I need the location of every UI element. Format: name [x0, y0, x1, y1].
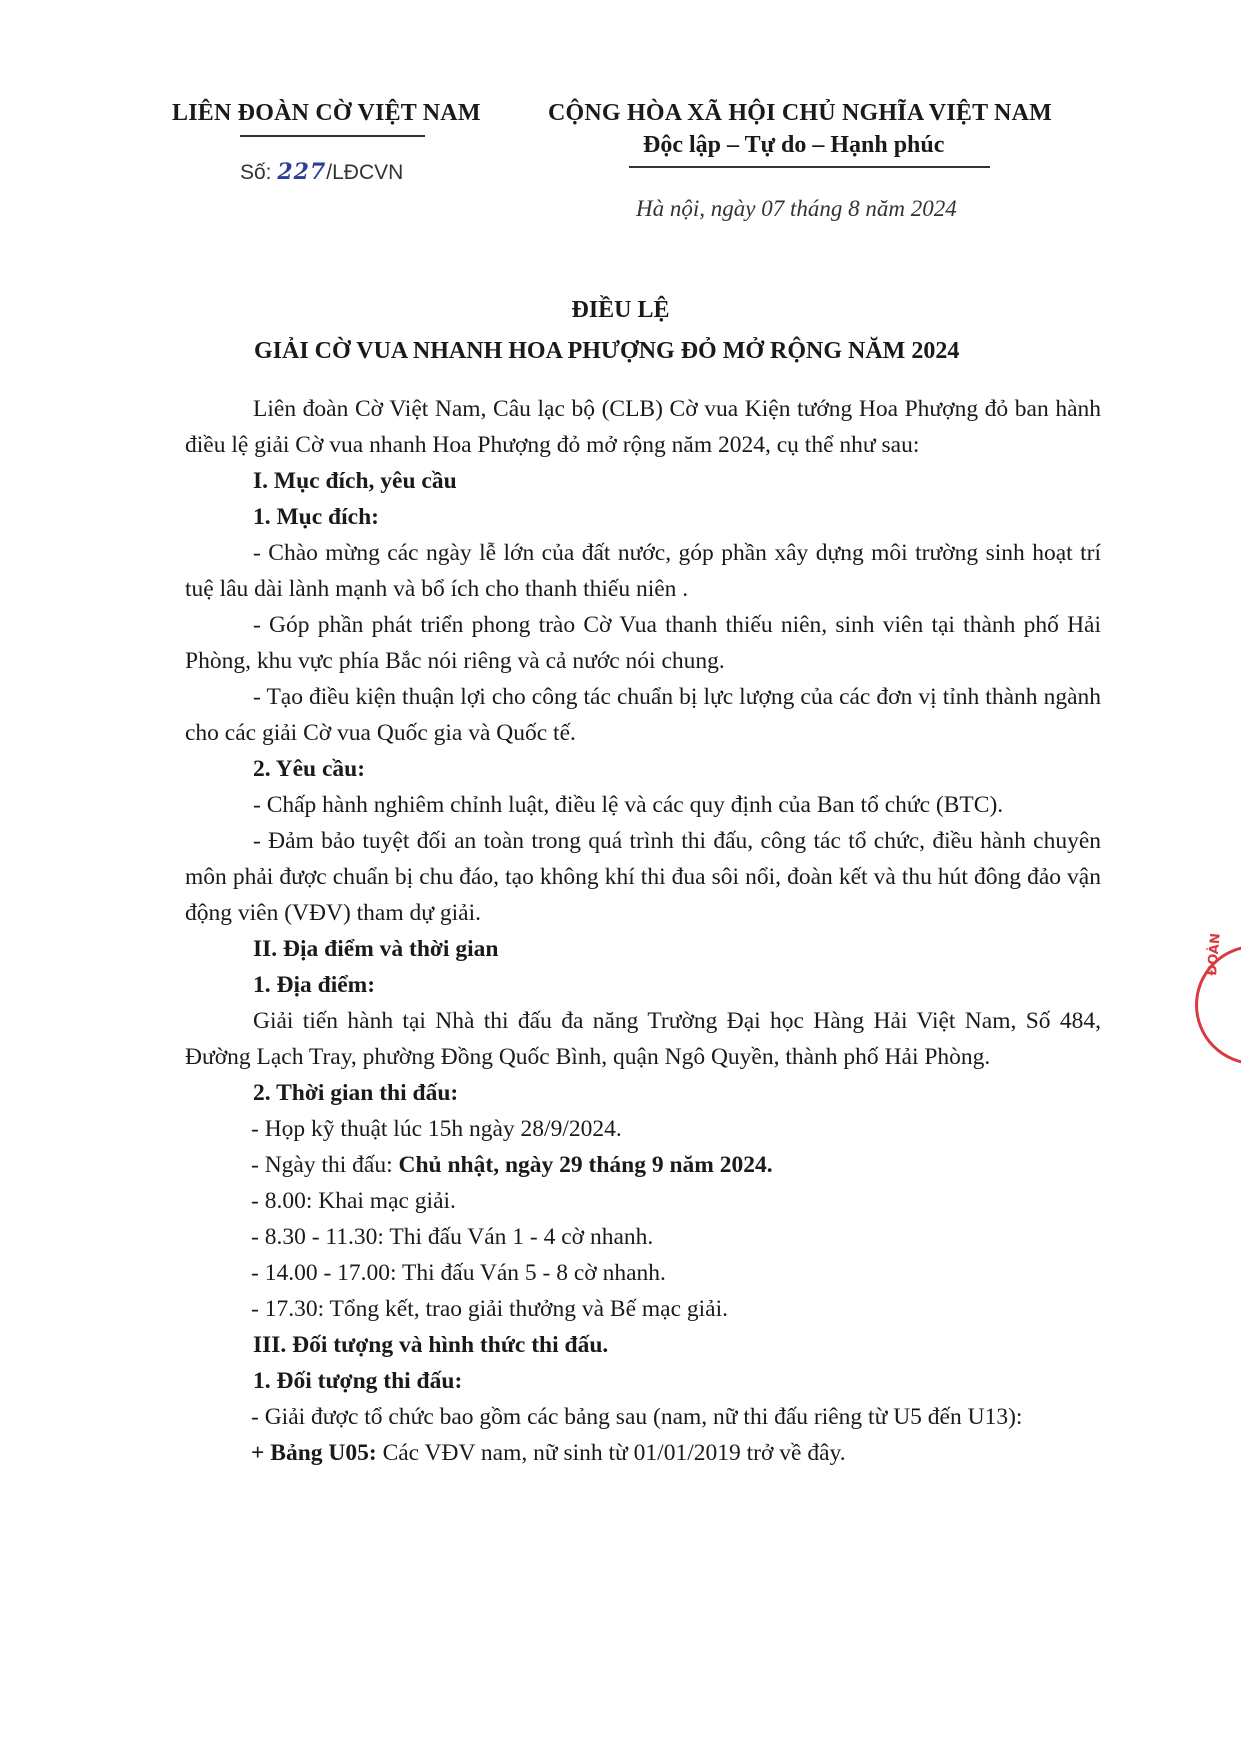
purpose-item: - Tạo điều kiện thuận lợi cho công tác chuẩn bị lực lượng của các đơn vị tỉnh thành ngành cho các giải Cờ vua Quốc gia và Quốc tế.	[185, 684, 1101, 746]
group-u05	[185, 1435, 1101, 1471]
document-number-prefix: Số:	[240, 161, 278, 184]
schedule-item: - 17.30: Tổng kết, trao giải thưởng và Bế mạc giải.	[251, 1296, 728, 1322]
document-number-handwritten: 227	[277, 159, 327, 185]
schedule-item: - 14.00 - 17.00: Thi đấu Ván 5 - 8 cờ nhanh.	[251, 1260, 666, 1286]
intro-paragraph: Liên đoàn Cờ Việt Nam, Câu lạc bộ (CLB) Cờ vua Kiện tướng Hoa Phượng đỏ ban hành điều lệ giải Cờ vua nhanh Hoa Phượng đỏ mở rộng năm 2024, cụ thể như sau:	[185, 396, 1101, 458]
requirement-item: - Chấp hành nghiêm chỉnh luật, điều lệ và các quy định của Ban tổ chức (BTC).	[253, 792, 1004, 818]
document-number-suffix: /LĐCVN	[326, 161, 404, 184]
document-title: ĐIỀU LỆ	[571, 297, 670, 323]
schedule-item: - 8.00: Khai mạc giải.	[251, 1188, 456, 1214]
section-2-heading: II. Địa điểm và thời gian	[253, 936, 499, 962]
section-3-heading: III. Đối tượng và hình thức thi đấu.	[253, 1332, 609, 1358]
organization-name: LIÊN ĐOÀN CỜ VIỆT NAM	[172, 100, 481, 126]
red-seal-stamp-text: ĐOÀN	[1205, 932, 1224, 977]
section-2-1-heading: 1. Địa điểm:	[253, 972, 376, 998]
section-3-1-heading: 1. Đối tượng thi đấu:	[253, 1368, 463, 1394]
section-2-2-heading: 2. Thời gian thi đấu:	[253, 1080, 459, 1106]
groups-intro: - Giải được tổ chức bao gồm các bảng sau (nam, nữ thi đấu riêng từ U5 đến U13):	[251, 1404, 1023, 1430]
issue-date: Hà nội, ngày 07 tháng 8 năm 2024	[636, 196, 957, 221]
motto-underline	[629, 166, 990, 168]
match-day-value: Chủ nhật, ngày 29 tháng 9 năm 2024.	[398, 1152, 773, 1178]
group-u05-label: + Bảng U05:	[251, 1440, 383, 1466]
section-1-heading: I. Mục đích, yêu cầu	[253, 468, 457, 494]
match-day-label: - Ngày thi đấu:	[251, 1152, 399, 1178]
venue-paragraph: Giải tiến hành tại Nhà thi đấu đa năng Trường Đại học Hàng Hải Việt Nam, Số 484, Đường Lạch Tray, phường Đồng Quốc Bình, quận Ngô Quyền, thành phố Hải Phòng.	[185, 1008, 1101, 1070]
purpose-item: - Góp phần phát triển phong trào Cờ Vua thanh thiếu niên, sinh viên tại thành phố Hải Phòng, khu vực phía Bắc nói riêng và cả nước nói chung.	[185, 612, 1101, 674]
group-u05-text: Các VĐV nam, nữ sinh từ 01/01/2019 trở về đây.	[382, 1440, 846, 1466]
org-underline	[240, 135, 425, 137]
requirement-item: - Đảm bảo tuyệt đối an toàn trong quá trình thi đấu, công tác tổ chức, điều hành chuyên môn phải được chuẩn bị chu đáo, tạo không khí thi đua sôi nổi, đoàn kết và thu hút đông đảo vận động viên (VĐV) tham dự giải.	[185, 828, 1101, 926]
section-1-2-heading: 2. Yêu cầu:	[253, 756, 366, 782]
schedule-item: - 8.30 - 11.30: Thi đấu Ván 1 - 4 cờ nhanh.	[251, 1224, 654, 1250]
match-day	[185, 1147, 1101, 1183]
nation-name: CỘNG HÒA XÃ HỘI CHỦ NGHĨA VIỆT NAM	[548, 100, 1052, 126]
technical-meeting: - Họp kỹ thuật lúc 15h ngày 28/9/2024.	[251, 1116, 622, 1142]
document-subtitle: GIẢI CỜ VUA NHANH HOA PHƯỢNG ĐỎ MỞ RỘNG NĂM 2024	[254, 338, 960, 364]
document-body	[185, 391, 1101, 1471]
section-1-1-heading: 1. Mục đích:	[253, 504, 379, 530]
purpose-item: - Chào mừng các ngày lễ lớn của đất nước, góp phần xây dựng môi trường sinh hoạt trí tuệ lâu dài lành mạnh và bổ ích cho thanh thiếu niên .	[185, 540, 1101, 602]
national-motto: Độc lập – Tự do – Hạnh phúc	[643, 132, 945, 158]
document-number	[240, 159, 403, 185]
